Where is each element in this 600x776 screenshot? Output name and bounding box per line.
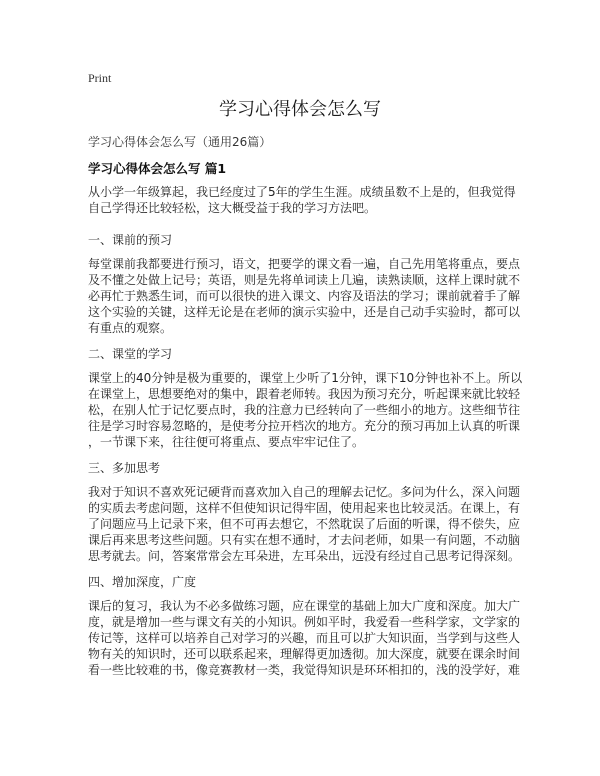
paragraph-line: 在课堂上，思想要绝对的集中，跟着老师转。我因为预习充分，听起课来就比较轻 bbox=[88, 387, 521, 401]
paragraph-line: 及不懂之处做上记号；英语，则是先将单词读上几遍，读熟读顺，这样上课时就不 bbox=[88, 273, 521, 287]
paragraph-line: 我对于知识不喜欢死记硬背而喜欢加入自己的理解去记忆。多问为什么，深入问题 bbox=[88, 485, 521, 499]
paragraph-line: 这个实验的关键，这样无论是在老师的演示实验中，还是自己动手实验时，都可以 bbox=[88, 305, 521, 319]
paragraph-line: 的实质去考虑问题，这样不但使知识记得牢固，使用起来也比较灵活。在课上，有 bbox=[88, 501, 521, 515]
paragraph-line: 物有关的知识时，还可以联系起来，理解得更加透彻。加大深度，就要在课余时间 bbox=[88, 647, 521, 661]
paragraph-line: 课后再来思考这些问题。只有实在想不通时，才去问老师，如果一有问题，不动脑 bbox=[88, 533, 521, 547]
paragraph-depth bbox=[88, 598, 521, 678]
intro-line: 从小学一年级算起，我已经度过了5年的学生生涯。成绩虽数不上是的，但我觉得 bbox=[88, 185, 516, 199]
paragraph-line: 必再忙于熟悉生词，而可以很快的进入课文、内容及语法的学习；课前就着手了解 bbox=[88, 289, 521, 303]
paragraph-line: 了问题应马上记录下来，但不可再去想它，不然耽误了后面的听课，得不偿失，应 bbox=[88, 517, 521, 531]
paragraph-line: 课后的复习，我认为不必多做练习题，应在课堂的基础上加大广度和深度。加大广 bbox=[88, 599, 521, 613]
section-title: 学习心得体会怎么写 篇1 bbox=[88, 161, 227, 176]
heading-classroom: 二、课堂的学习 bbox=[88, 347, 173, 361]
paragraph-line: 看一些比较难的书，像竞赛教材一类，我觉得知识是环环相扣的，浅的没学好，难 bbox=[88, 663, 521, 677]
paragraph-line: 松，在别人忙于记忆要点时，我的注意力已经转向了一些细小的地方。这些细节往 bbox=[88, 403, 521, 417]
paragraph-line: 有重点的观察。 bbox=[88, 321, 173, 335]
page-title: 学习心得体会怎么写 bbox=[219, 99, 381, 120]
print-label[interactable]: Print bbox=[88, 71, 112, 85]
heading-preview: 一、课前的预习 bbox=[88, 233, 173, 247]
paragraph-line: 思考就去。问，答案常常会左耳朵进，左耳朵出，远没有经过自己思考记得深刻。 bbox=[88, 549, 521, 563]
paragraph-line: 每堂课前我都要进行预习，语文，把要学的课文看一遍，自己先用笔将重点，要点 bbox=[88, 257, 521, 271]
paragraph-classroom bbox=[88, 370, 523, 450]
heading-depth: 四、增加深度，广度 bbox=[88, 575, 197, 589]
paragraph-line: 度，就是增加一些与课文有关的小知识。例如平时，我爱看一些科学家，文学家的 bbox=[88, 615, 521, 629]
paragraph-line: ，一节课下来，往往便可将重点、要点牢牢记住了。 bbox=[88, 435, 365, 449]
paragraph-line: 传记等，这样可以培养自己对学习的兴趣，而且可以扩大知识面，当学到与这些人 bbox=[88, 631, 521, 645]
heading-thinking: 三、多加思考 bbox=[88, 461, 161, 475]
paragraph-preview bbox=[88, 256, 521, 336]
paragraph-thinking bbox=[88, 484, 521, 564]
intro-line: 自己学得还比较轻松，这大概受益于我的学习方法吧。 bbox=[88, 201, 377, 215]
paragraph-line: 往是学习时容易忽略的，是使考分拉开档次的地方。充分的预习再加上认真的听课 bbox=[88, 419, 521, 433]
paragraph-line: 课堂上的40分钟是极为重要的，课堂上少听了1分钟，课下10分钟也补不上。所以 bbox=[88, 371, 523, 385]
document-subtitle: 学习心得体会怎么写（通用26篇） bbox=[88, 135, 272, 149]
intro-paragraph bbox=[88, 184, 516, 216]
